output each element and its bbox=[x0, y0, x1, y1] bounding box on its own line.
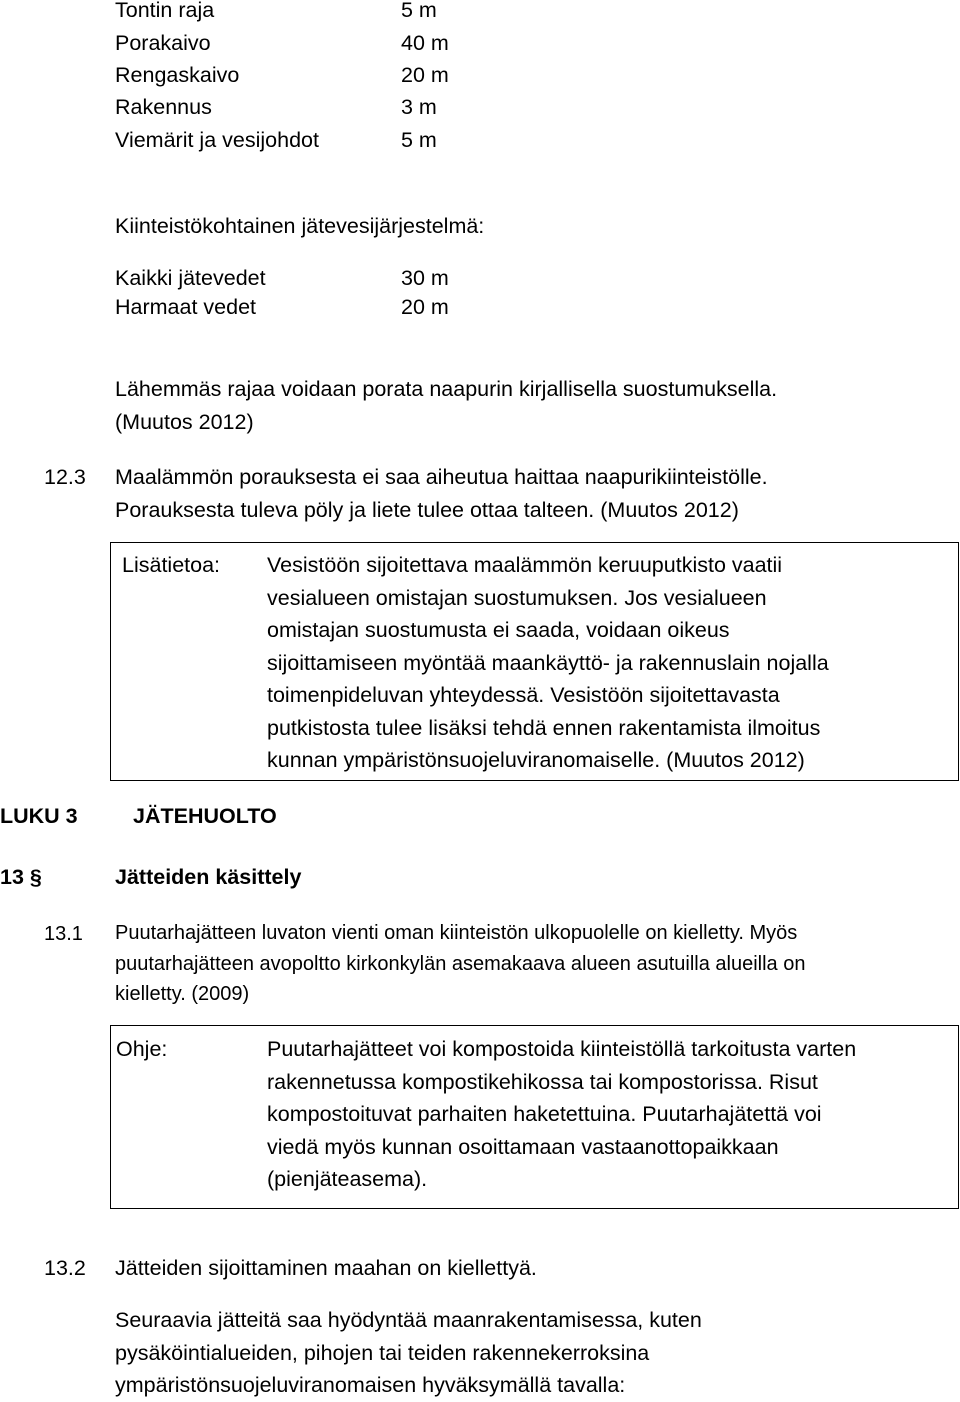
distance-value: 5 m bbox=[401, 0, 437, 22]
section-number: 13.2 bbox=[44, 1256, 86, 1280]
info-line: toimenpideluvan yhteydessä. Vesistöön sijoitettavasta bbox=[267, 683, 780, 707]
section-line: kielletty. (2009) bbox=[115, 983, 250, 1005]
guide-line: (pienjäteasema). bbox=[267, 1167, 428, 1191]
section-12-3-text bbox=[115, 461, 768, 526]
info-box bbox=[110, 542, 959, 781]
section-number: 12.3 bbox=[44, 465, 86, 489]
section-line: Maalämmön porauksesta ei saa aiheutua haittaa naapurikiinteistölle. bbox=[115, 465, 768, 489]
guide-line: kompostoituvat parhaiten haketettuina. Puutarhajätettä voi bbox=[267, 1102, 822, 1126]
final-line: ympäristönsuojeluviranomaisen hyväksymällä tavalla: bbox=[115, 1373, 626, 1397]
section-13-2-text: Jätteiden sijoittaminen maahan on kiellettyä. bbox=[115, 1256, 537, 1280]
system-label: Harmaat vedet bbox=[115, 295, 257, 319]
section-13-title: Jätteiden käsittely bbox=[115, 865, 302, 889]
consent-line: Lähemmäs rajaa voidaan porata naapurin kirjallisella suostumuksella. bbox=[115, 377, 778, 401]
consent-line: (Muutos 2012) bbox=[115, 409, 254, 434]
final-paragraph bbox=[115, 1304, 702, 1402]
consent-note bbox=[115, 373, 777, 438]
final-line: Seuraavia jätteitä saa hyödyntää maanrakentamisessa, kuten bbox=[115, 1308, 702, 1332]
distance-value: 20 m bbox=[401, 63, 449, 87]
info-box-label: Lisätietoa: bbox=[122, 553, 221, 577]
guide-line: rakennetussa kompostikehikossa tai kompostorissa. Risut bbox=[267, 1069, 818, 1094]
section-number: 13.1 bbox=[44, 923, 83, 945]
info-line: sijoittamiseen myöntää maankäyttö- ja rakennuslain nojalla bbox=[267, 650, 829, 675]
info-line: vesialueen omistajan suostumuksen. Jos vesialueen bbox=[267, 585, 767, 610]
section-13-number: 13 § bbox=[0, 865, 42, 889]
guide-line: Puutarhajätteet voi kompostoida kiinteistöllä tarkoitusta varten bbox=[267, 1037, 857, 1061]
distance-value: 40 m bbox=[401, 31, 449, 55]
chapter-number: LUKU 3 bbox=[0, 804, 78, 828]
system-label: Kaikki jätevedet bbox=[115, 266, 266, 290]
system-value: 20 m bbox=[401, 295, 449, 319]
distance-label: Tontin raja bbox=[115, 0, 215, 22]
guide-box-text bbox=[267, 1033, 856, 1196]
info-line: kunnan ympäristönsuojeluviranomaiselle. (Muutos 2012) bbox=[267, 748, 805, 772]
guide-line: viedä myös kunnan osoittamaan vastaanottopaikkaan bbox=[267, 1134, 779, 1159]
guide-box bbox=[110, 1025, 959, 1209]
info-box-text bbox=[267, 549, 829, 777]
section-line: Puutarhajätteen luvaton vienti oman kiinteistön ulkopuolelle on kielletty. Myös bbox=[115, 922, 798, 944]
distance-value: 3 m bbox=[401, 95, 437, 119]
chapter-title: JÄTEHUOLTO bbox=[133, 804, 277, 828]
distance-label: Rengaskaivo bbox=[115, 63, 240, 87]
final-line: pysäköintialueiden, pihojen tai teiden rakennekerroksina bbox=[115, 1340, 650, 1365]
info-line: putkistosta tulee lisäksi tehdä ennen rakentamista ilmoitus bbox=[267, 715, 821, 740]
distance-label: Porakaivo bbox=[115, 31, 211, 55]
info-line: omistajan suostumusta ei saada, voidaan oikeus bbox=[267, 618, 730, 642]
system-heading: Kiinteistökohtainen jätevesijärjestelmä: bbox=[115, 214, 485, 238]
distance-label: Viemärit ja vesijohdot bbox=[115, 128, 319, 152]
section-line: Porauksesta tuleva pöly ja liete tulee ottaa talteen. (Muutos 2012) bbox=[115, 497, 739, 522]
system-value: 30 m bbox=[401, 266, 449, 290]
section-13-1-text bbox=[115, 918, 805, 1010]
distance-value: 5 m bbox=[401, 128, 437, 152]
section-line: puutarhajätteen avopoltto kirkonkylän asemakaava alueen asutuilla alueilla on bbox=[115, 952, 806, 975]
guide-box-label: Ohje: bbox=[116, 1037, 168, 1061]
distance-label: Rakennus bbox=[115, 95, 212, 119]
info-line: Vesistöön sijoitettava maalämmön keruuputkisto vaatii bbox=[267, 553, 783, 577]
